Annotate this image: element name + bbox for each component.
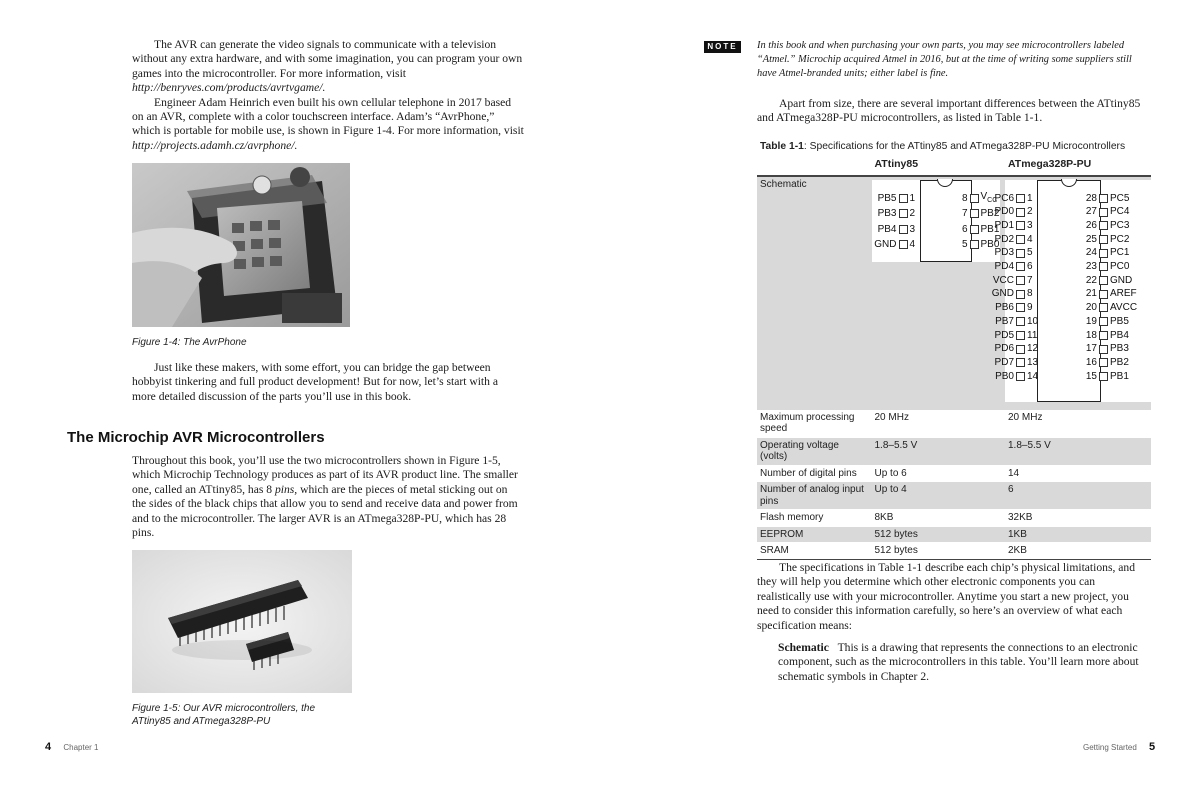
- pin-right: [1085, 370, 1129, 384]
- pin-name: PB5: [877, 192, 897, 204]
- pin-box: [1099, 331, 1108, 340]
- pin-number: 17: [1085, 343, 1097, 355]
- attiny-value: 512 bytes: [872, 526, 1006, 543]
- atmega328p-schematic: [991, 180, 1151, 402]
- definition-schematic: [778, 641, 1152, 684]
- pin-name: $V_{CC}$: [980, 190, 998, 204]
- pin-right: [1085, 342, 1129, 356]
- pin-number: 3: [1027, 219, 1033, 231]
- pin-box: [1099, 221, 1108, 230]
- pin-left: [878, 223, 924, 237]
- pin-box: [1016, 358, 1025, 367]
- pin-number: 14: [1027, 370, 1039, 382]
- benryves-link[interactable]: http://benryves.com/products/avrtvgame/.: [132, 81, 326, 95]
- pin-name: PD4: [994, 261, 1014, 273]
- pin-left: [995, 246, 1041, 260]
- pin-box: [1016, 276, 1025, 285]
- pin-number: 7: [961, 208, 968, 220]
- pin-box: [1099, 276, 1108, 285]
- pin-box: [1099, 208, 1108, 217]
- pin-number: 12: [1027, 343, 1039, 355]
- pin-number: 2: [1027, 206, 1033, 218]
- table-number: Table 1-1: [760, 141, 804, 152]
- pin-name: PB2: [980, 208, 1000, 220]
- pin-box: [1099, 372, 1108, 381]
- pin-number: 9: [1027, 302, 1033, 314]
- header-cell: [757, 156, 872, 176]
- pin-number: 5: [961, 239, 968, 251]
- pin-right: [1085, 260, 1129, 274]
- table-header-row: [757, 156, 1151, 176]
- pin-name: PD6: [994, 343, 1014, 355]
- table-row: [757, 465, 1151, 482]
- atmega-value: 1.8–5.5 V: [1005, 437, 1151, 465]
- pin-left: [993, 274, 1041, 288]
- pin-name: PC3: [1110, 219, 1130, 231]
- attiny85-schematic: [872, 180, 1000, 262]
- pin-name: AREF: [1110, 288, 1137, 300]
- pin-number: 18: [1085, 329, 1097, 341]
- pin-box: [1016, 208, 1025, 217]
- atmega-value: 6: [1005, 482, 1151, 510]
- pin-box: [1016, 290, 1025, 299]
- pin-box: [1016, 262, 1025, 271]
- pin-name: PB3: [1110, 343, 1129, 355]
- caption-line: Figure 1-5: Our AVR microcontrollers, the: [132, 703, 316, 714]
- pin-name: PB4: [877, 223, 897, 235]
- pin-name: PB0: [980, 239, 1000, 251]
- paragraph-text: The AVR can generate the video signals to communicate with a television without any extra hardware, and with some imagination, you can program your own games into the microcontroller. For more information, visit: [132, 38, 523, 80]
- note-text: In this book and when purchasing your own parts, you may see microcontrollers labeled “Atmel.” Microchip acquired Atmel in 2016, but at the time of writing some suppliers still have Atmel-branded units; either label is fine.: [757, 40, 1132, 79]
- paragraph-specifications: The specifications in Table 1-1 describe each chip’s physical limitations, and they will help you determine which other electronic components you can realistically use with your microcontroller. Anytime you start a new project, you need to consider this information carefully, so here’s an overview of what each specification means:: [757, 561, 1136, 632]
- header-cell: ATtiny85: [872, 156, 1006, 176]
- pin-name: PD5: [994, 329, 1014, 341]
- paragraph-avrphone: [132, 96, 524, 154]
- pin-subscript: CC: [987, 196, 998, 204]
- attiny-value: Up to 4: [872, 482, 1006, 510]
- table-row: [757, 482, 1151, 510]
- paragraph-text: Throughout this book, you’ll use the two microcontrollers shown in Figure 1-5, which Microchip Technology produces as part of its AVR product line. The smaller one, called an ATtiny85, has 8: [132, 454, 518, 496]
- pin-name: GND: [1110, 274, 1133, 286]
- pin-right: [1085, 219, 1129, 233]
- pin-name: PB0: [995, 370, 1014, 382]
- pin-name: PB5: [1110, 315, 1129, 327]
- pin-right: [1085, 356, 1129, 370]
- row-label: Number of digital pins: [757, 465, 872, 482]
- pin-name: PC4: [1110, 206, 1130, 218]
- pin-number: 4: [1027, 233, 1033, 245]
- definition-text: This is a drawing that represents the connections to an electronic component, such as the microcontrollers in this table. You’ll learn more about schematic symbols in Chapter 2.: [778, 641, 1139, 683]
- pin-number: 2: [909, 208, 916, 220]
- pin-number: 5: [1027, 247, 1033, 259]
- pin-left: [995, 205, 1041, 219]
- table-row: [757, 526, 1151, 543]
- pin-left: [878, 192, 924, 206]
- attiny-value: Up to 6: [872, 465, 1006, 482]
- pin-number: 27: [1085, 206, 1097, 218]
- avrphone-photo: [132, 163, 350, 327]
- pin-box: [1016, 194, 1025, 203]
- atmega-value: 32KB: [1005, 510, 1151, 527]
- pin-left: [995, 301, 1041, 315]
- pin-box: [1016, 345, 1025, 354]
- pin-right: [1085, 192, 1129, 206]
- pin-box: [1099, 262, 1108, 271]
- pin-number: 1: [1027, 192, 1033, 204]
- pin-number: 4: [909, 239, 916, 251]
- pin-box: [970, 209, 979, 218]
- pin-box: [1016, 235, 1025, 244]
- table-row: [757, 410, 1151, 438]
- running-footer: Getting Started: [1083, 743, 1137, 752]
- figure-1-4-caption: Figure 1-4: The AvrPhone: [132, 337, 247, 348]
- pin-name: PD2: [994, 233, 1014, 245]
- pin-number: 6: [961, 223, 968, 235]
- pin-box: [1099, 194, 1108, 203]
- pin-name: PC1: [1110, 247, 1130, 259]
- row-label: Maximum processing speed: [757, 410, 872, 438]
- pin-right: [956, 238, 1000, 252]
- attiny-value: 512 bytes: [872, 543, 1006, 560]
- pin-left: [874, 238, 923, 252]
- pin-right: [1085, 274, 1132, 288]
- row-label: Flash memory: [757, 510, 872, 527]
- pin-box: [970, 194, 979, 203]
- pin-box: [1099, 358, 1108, 367]
- pin-name: PB1: [1110, 370, 1129, 382]
- pin-box: [1016, 372, 1025, 381]
- pin-box: [899, 209, 908, 218]
- attiny-value: 20 MHz: [872, 410, 1006, 438]
- running-footer: Chapter 1: [63, 743, 99, 752]
- pin-left: [995, 192, 1041, 206]
- pin-name: PC5: [1110, 192, 1130, 204]
- pin-box: [970, 225, 979, 234]
- atmega-value: 20 MHz: [1005, 410, 1151, 438]
- pin-box: [1016, 221, 1025, 230]
- paragraph-microcontrollers: [132, 454, 524, 540]
- attiny-value: 1.8–5.5 V: [872, 437, 1006, 465]
- pin-left: [995, 315, 1041, 329]
- row-label: Number of analog input pins: [757, 482, 872, 510]
- pin-number: 28: [1085, 192, 1097, 204]
- pin-box: [1099, 303, 1108, 312]
- attiny-value: 8KB: [872, 510, 1006, 527]
- header-cell: ATmega328P-PU: [1005, 156, 1151, 176]
- pin-number: 16: [1085, 356, 1097, 368]
- pin-right: [1085, 301, 1137, 315]
- right-folio: [1083, 741, 1155, 753]
- pin-number: 20: [1085, 302, 1097, 314]
- pin-name: PB2: [1110, 356, 1129, 368]
- atmega-schematic-cell: [991, 176, 1151, 410]
- pin-name: PB6: [995, 302, 1014, 314]
- pin-number: 25: [1085, 233, 1097, 245]
- atmega-value: 2KB: [1005, 543, 1151, 560]
- pin-number: 24: [1085, 247, 1097, 259]
- table-row: [757, 510, 1151, 527]
- pin-box: [1099, 317, 1108, 326]
- pin-box: [899, 194, 908, 203]
- pin-left: [995, 219, 1041, 233]
- pin-box: [1099, 235, 1108, 244]
- pin-number: 23: [1085, 261, 1097, 273]
- pin-box: [1016, 317, 1025, 326]
- pin-number: 13: [1027, 356, 1039, 368]
- pin-name: PD7: [994, 356, 1014, 368]
- pin-number: 3: [909, 223, 916, 235]
- note-badge: NOTE: [704, 41, 741, 53]
- pin-right: [956, 223, 1000, 237]
- pin-number: 10: [1027, 315, 1039, 327]
- pin-right: [1085, 315, 1129, 329]
- pin-number: 1: [909, 192, 916, 204]
- row-label: EEPROM: [757, 526, 872, 543]
- pin-box: [1099, 345, 1108, 354]
- pin-box: [970, 240, 979, 249]
- pin-left: [878, 207, 924, 221]
- avrphone-link[interactable]: http://projects.adamh.cz/avrphone/.: [132, 138, 298, 152]
- pin-right: [1085, 233, 1129, 247]
- caption-line: ATtiny85 and ATmega328P-PU: [132, 715, 271, 727]
- spec-table: [757, 156, 1151, 560]
- pin-left: [995, 329, 1041, 343]
- pin-name: VCC: [992, 274, 1014, 286]
- page-number: 4: [45, 741, 52, 753]
- pin-number: 19: [1085, 315, 1097, 327]
- schematic-label: Schematic: [757, 176, 872, 410]
- pin-name: GND: [991, 288, 1014, 300]
- pin-name: PC2: [1110, 233, 1130, 245]
- pin-box: [1016, 249, 1025, 258]
- pin-number: 8: [1027, 288, 1033, 300]
- row-label: Operating voltage (volts): [757, 437, 872, 465]
- pin-name: PD0: [994, 206, 1014, 218]
- figure-1-5-caption: [132, 703, 315, 728]
- pin-right: [1085, 246, 1129, 260]
- table-title: [760, 141, 1125, 152]
- pin-box: [1016, 331, 1025, 340]
- paragraph-text: Engineer Adam Heinrich even built his own cellular telephone in 2017 based on an AVR, complete with a color touchscreen interface. Adam’s “AvrPhone,” which is portable for mobile use, is shown in Figure 1-4. For more information, visit: [132, 95, 524, 138]
- pin-right: [1085, 329, 1129, 343]
- pin-number: 15: [1085, 370, 1097, 382]
- pin-left: [995, 370, 1041, 384]
- pin-right: [1085, 205, 1129, 219]
- pin-name: PD3: [994, 247, 1014, 259]
- pin-number: 7: [1027, 274, 1033, 286]
- pin-number: 26: [1085, 219, 1097, 231]
- pin-number: 8: [961, 192, 968, 204]
- paragraph-text: which are the pieces of metal sticking out on the sides of the black chips that allow you to send and receive data and power from and to the microcontroller. The larger AVR is an ATmega328P-PU, which has 28 pins.: [132, 482, 518, 540]
- pin-name: PC0: [1110, 261, 1130, 273]
- pin-box: [899, 240, 908, 249]
- pin-number: 22: [1085, 274, 1097, 286]
- pin-left: [995, 342, 1041, 356]
- definition-term: Schematic: [778, 641, 829, 654]
- pin-number: 6: [1027, 261, 1033, 273]
- pin-name: PB4: [1110, 329, 1129, 341]
- pin-box: [1016, 303, 1025, 312]
- atmega-value: 1KB: [1005, 526, 1151, 543]
- table-caption: : Specifications for the ATtiny85 and ATmega328P-PU Microcontrollers: [803, 141, 1126, 152]
- attiny-schematic-cell: [872, 176, 1006, 410]
- pin-name: PB7: [995, 315, 1014, 327]
- pin-left: [995, 233, 1041, 247]
- table-row: [757, 543, 1151, 560]
- pin-box: [899, 225, 908, 234]
- pin-right: [956, 192, 998, 206]
- pin-box: [1099, 290, 1108, 299]
- left-folio: [45, 741, 99, 753]
- schematic-row: [757, 176, 1151, 410]
- pin-name: PB1: [980, 223, 1000, 235]
- pin-left: [995, 260, 1041, 274]
- paragraph-avr-video: [132, 38, 524, 96]
- emphasis-pins: pins,: [274, 482, 298, 496]
- pin-name: GND: [874, 239, 897, 251]
- pin-name: PD1: [994, 219, 1014, 231]
- pin-name: PC6: [994, 192, 1014, 204]
- paragraph-differences: Apart from size, there are several important differences between the ATtiny85 and ATmega328P-PU microcontrollers, as listed in Table 1-1.: [757, 97, 1141, 125]
- pin-number: 21: [1085, 288, 1097, 300]
- avr-chips-photo: [132, 550, 352, 693]
- pin-left: [992, 287, 1041, 301]
- pin-number: 11: [1027, 329, 1038, 341]
- page-number: 5: [1149, 741, 1156, 753]
- pin-right: [1085, 287, 1137, 301]
- section-heading: The Microchip AVR Microcontrollers: [67, 429, 325, 446]
- atmega-value: 14: [1005, 465, 1151, 482]
- paragraph-makers: Just like these makers, with some effort, you can bridge the gap between hobbyist tinkering and full product development! But for now, let’s start with a more detailed discussion of the parts you’ll use in this book.: [132, 361, 498, 403]
- pin-box: [1099, 249, 1108, 258]
- row-label: SRAM: [757, 543, 872, 560]
- left-intro-text: [132, 38, 524, 153]
- pin-right: [956, 207, 1000, 221]
- table-row: [757, 437, 1151, 465]
- spec-table-wrapper: [757, 156, 1151, 560]
- pin-name: PB3: [877, 208, 897, 220]
- pin-left: [995, 356, 1041, 370]
- pin-name: AVCC: [1110, 302, 1138, 314]
